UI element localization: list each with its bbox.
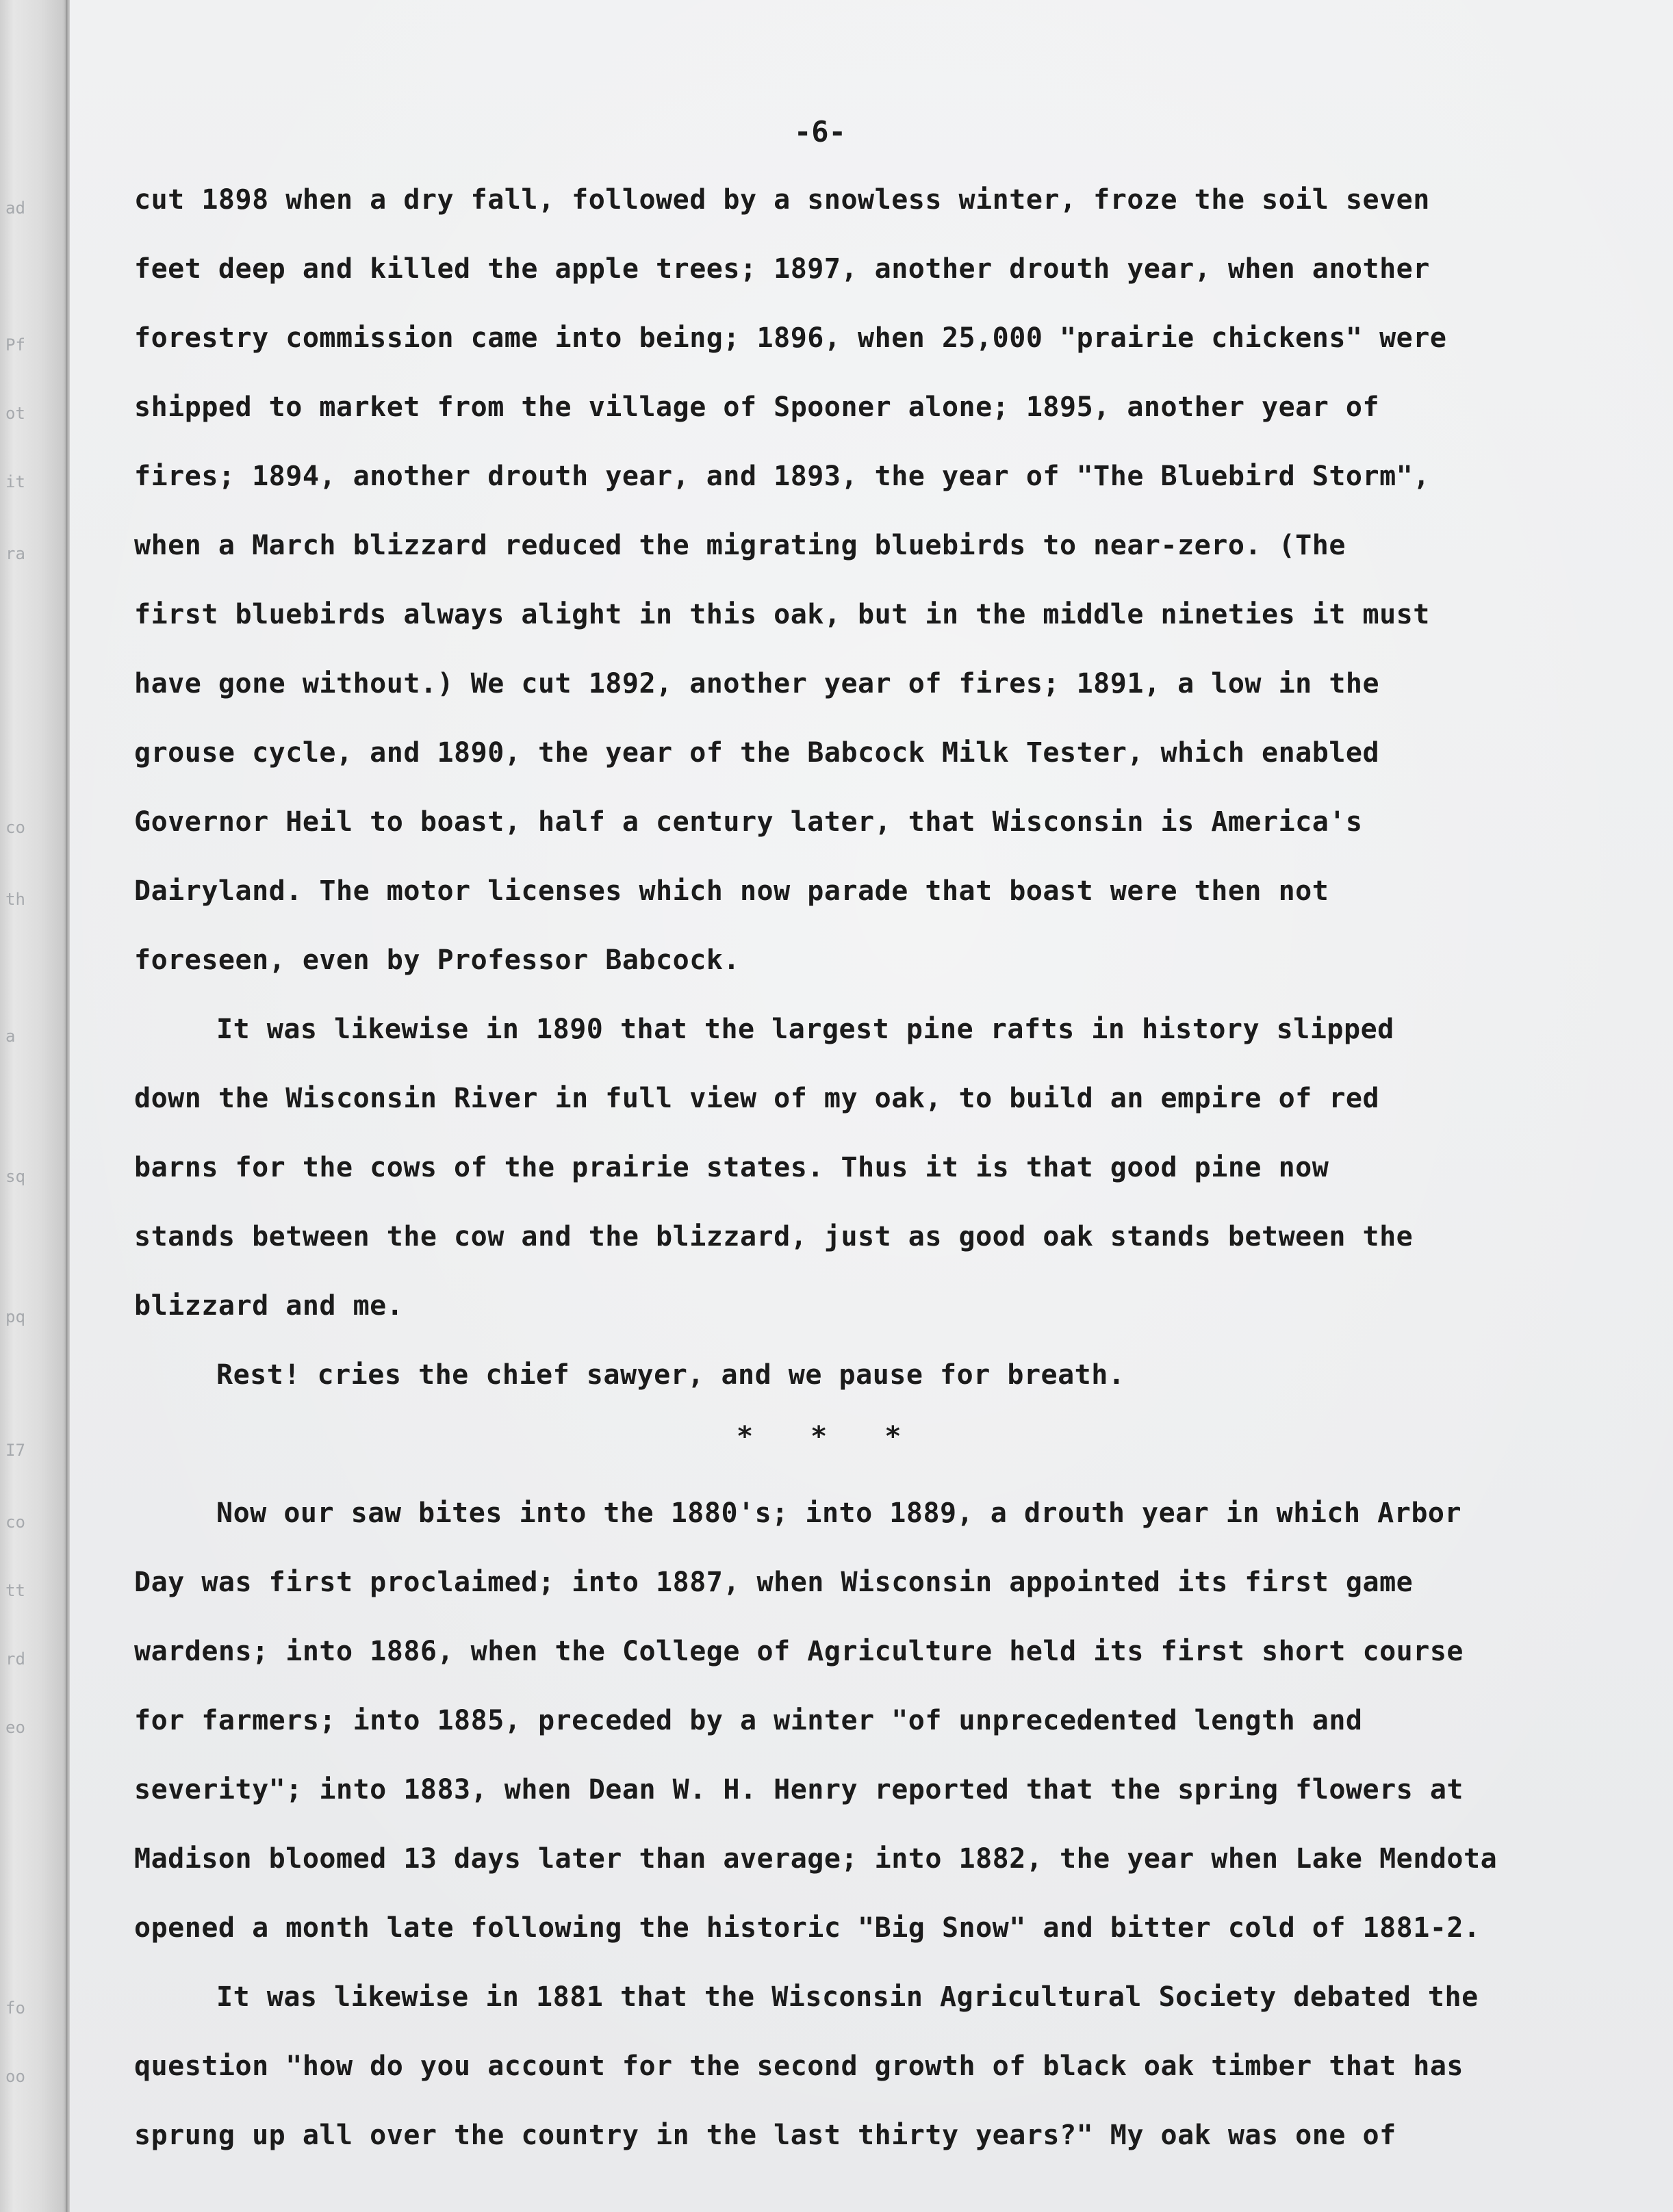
text-line: Dairyland. The motor licenses which now parade that boast were then not: [134, 875, 1329, 907]
margin-fragment: Pf: [5, 335, 25, 355]
margin-fragment: ot: [5, 404, 25, 423]
margin-fragment: tt: [5, 1581, 25, 1600]
text-line: cut 1898 when a dry fall, followed by a snowless winter, froze the soil seven: [134, 184, 1430, 216]
text-line: foreseen, even by Professor Babcock.: [134, 944, 740, 976]
text-line: feet deep and killed the apple trees; 1897, another drouth year, when another: [134, 253, 1430, 285]
margin-fragment: a: [5, 1027, 16, 1046]
margin-fragment: ra: [5, 544, 25, 563]
text-line: Governor Heil to boast, half a century later, that Wisconsin is America's: [134, 806, 1363, 838]
margin-fragment: th: [5, 890, 25, 909]
bleed-through-margin: [0, 0, 41, 2212]
paragraph-start-line: It was likewise in 1890 that the largest pine rafts in history slipped: [216, 1014, 1394, 1045]
margin-fragment: rd: [5, 1649, 25, 1669]
margin-fragment: it: [5, 472, 25, 491]
text-line: blizzard and me.: [134, 1290, 404, 1322]
margin-fragment: fo: [5, 1998, 25, 2018]
text-line: grouse cycle, and 1890, the year of the Babcock Milk Tester, which enabled: [134, 737, 1380, 769]
section-separator: * * *: [737, 1421, 922, 1452]
text-line: forestry commission came into being; 1896, when 25,000 "prairie chickens" were: [134, 322, 1447, 354]
margin-fragment: oo: [5, 2067, 25, 2086]
text-line: sprung up all over the country in the last thirty years?" My oak was one of: [134, 2120, 1396, 2151]
text-line: down the Wisconsin River in full view of my oak, to build an empire of red: [134, 1083, 1380, 1114]
margin-fragment: sq: [5, 1167, 25, 1186]
body-text: [134, 179, 1544, 2184]
text-line: barns for the cows of the prairie states. Thus it is that good pine now: [134, 1152, 1329, 1183]
paragraph-start-line: Now our saw bites into the 1880's; into 1889, a drouth year in which Arbor: [216, 1497, 1462, 1529]
page-number: -6-: [794, 115, 846, 149]
paragraph-start-line: It was likewise in 1881 that the Wisconsin Agricultural Society debated the: [216, 1981, 1479, 2013]
margin-fragment: co: [5, 818, 25, 837]
margin-fragment: co: [5, 1513, 25, 1532]
text-line: Madison bloomed 13 days later than average; into 1882, the year when Lake Mendota: [134, 1843, 1498, 1875]
text-line: fires; 1894, another drouth year, and 1893, the year of "The Bluebird Storm",: [134, 461, 1430, 492]
text-line: stands between the cow and the blizzard, just as good oak stands between the: [134, 1221, 1414, 1252]
margin-fragment: eo: [5, 1718, 25, 1737]
text-line: Day was first proclaimed; into 1887, when Wisconsin appointed its first game: [134, 1567, 1414, 1598]
text-line: when a March blizzard reduced the migrating bluebirds to near-zero. (The: [134, 530, 1346, 561]
text-line: severity"; into 1883, when Dean W. H. Henry reported that the spring flowers at: [134, 1774, 1464, 1805]
text-line: wardens; into 1886, when the College of Agriculture held its first short course: [134, 1636, 1464, 1667]
margin-fragment: I7: [5, 1441, 25, 1460]
margin-fragment: ad: [5, 198, 25, 218]
text-line: shipped to market from the village of Spooner alone; 1895, another year of: [134, 391, 1380, 423]
margin-fragment: pq: [5, 1307, 25, 1326]
text-line: have gone without.) We cut 1892, another year of fires; 1891, a low in the: [134, 668, 1380, 699]
text-line: question "how do you account for the second growth of black oak timber that has: [134, 2050, 1464, 2082]
binding-shadow: [66, 0, 70, 2212]
text-line: opened a month late following the historic "Big Snow" and bitter cold of 1881-2.: [134, 1912, 1481, 1944]
paragraph-start-line: Rest! cries the chief sawyer, and we pause for breath.: [216, 1359, 1125, 1391]
text-line: first bluebirds always alight in this oak, but in the middle nineties it must: [134, 599, 1430, 630]
text-line: for farmers; into 1885, preceded by a winter "of unprecedented length and: [134, 1705, 1363, 1736]
